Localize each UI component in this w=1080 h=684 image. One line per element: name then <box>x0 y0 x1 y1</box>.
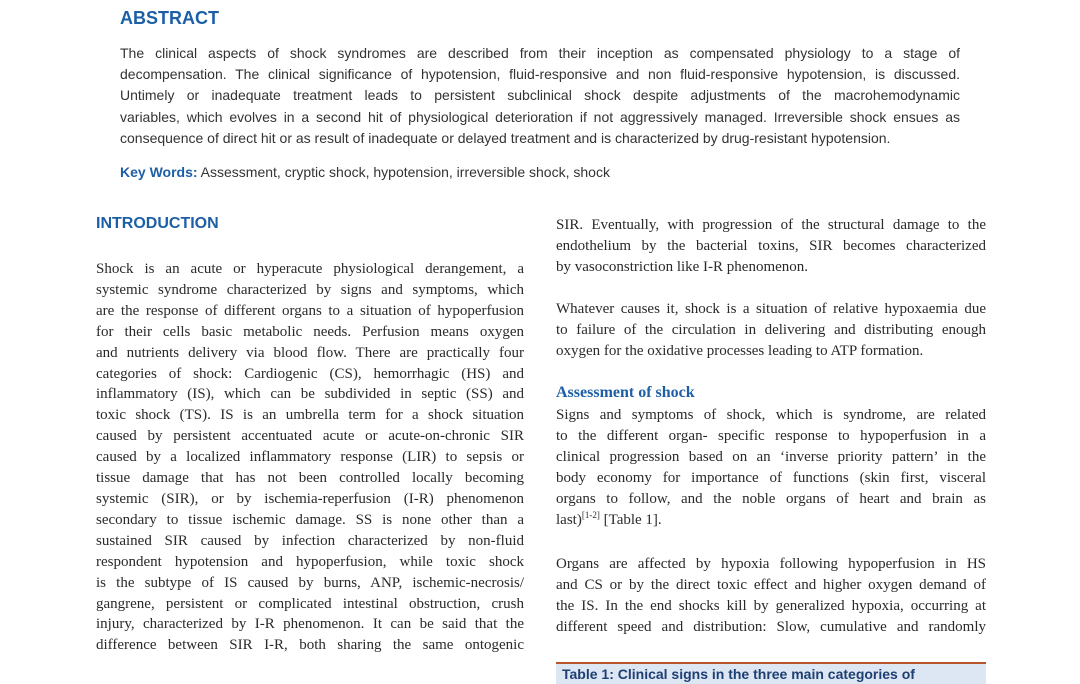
right-paragraph-1 <box>556 215 986 278</box>
text-line: different speed and distribution: Slow, cumulative and randomly <box>556 618 986 635</box>
text-line: Signs and symptoms of shock, which is syndrome, are related <box>556 407 986 423</box>
citation: [1-2] <box>581 509 600 520</box>
right-paragraph-3 <box>556 405 986 530</box>
right-paragraph-4 <box>556 554 986 638</box>
text-line: to failure of the circulation in delivering and distributing enough <box>556 321 986 338</box>
keywords <box>120 164 610 180</box>
text-line: Organs are affected by hypoxia following hypoperfusion in HS <box>556 556 986 572</box>
text-line: tissue damage that has not been controlled locally becoming <box>96 470 524 487</box>
text-line: caused by a localized inflammatory response (LIR) to sepsis or <box>96 449 524 466</box>
text-line: is the subtype of IS caused by burns, ANP, ischemic-necrosis/ <box>96 574 524 591</box>
text-line: Shock is an acute or hyperacute physiological derangement, a <box>96 261 524 277</box>
text-line <box>556 510 986 531</box>
abstract-line: Untimely or inadequate treatment leads to persistent subclinical shock despite adjustments of the macrohemodynamic <box>120 87 960 104</box>
text-line: the IS. In the end shocks kill by generalized hypoxia, occurring at <box>556 597 986 614</box>
text-line: secondary to tissue ischemic damage. SS is none other than a <box>96 511 524 528</box>
text-line: injury, characterized by I-R phenomenon. It can be said that the <box>96 616 524 633</box>
abstract-line: consequence of direct hit or as result of inadequate or delayed treatment and is characterized by drug-resistant hypotension. <box>120 129 891 146</box>
assessment-heading: Assessment of shock <box>556 384 695 401</box>
text-line: SIR. Eventually, with progression of the structural damage to the <box>556 217 986 233</box>
keywords-text: Assessment, cryptic shock, hypotension, irreversible shock, shock <box>200 164 610 180</box>
text-line: are the response of different organs to a situation of hypoperfusion <box>96 302 524 319</box>
table-reference: [Table 1]. <box>599 511 662 528</box>
text-line: body economy for importance of functions (skin first, visceral <box>556 469 986 486</box>
text-line: Whatever causes it, shock is a situation of relative hypoxaemia due <box>556 301 986 317</box>
abstract-line: The clinical aspects of shock syndromes are described from their inception as compensated physiology to a stage of <box>120 45 960 61</box>
abstract-line: variables, which evolves in a second hit of physiological deterioration if not aggressively managed. Irreversible shock ensues as <box>120 108 960 125</box>
abstract-line: decompensation. The clinical significance of hypotension, fluid-responsive and non fluid-responsive hypotension, is discussed. <box>120 66 960 83</box>
text-line: and CS or by the direct toxic effect and higher oxygen demand of <box>556 576 986 593</box>
abstract-body <box>120 43 960 149</box>
text-line: and nutrients delivery via blood flow. There are practically four <box>96 344 524 361</box>
text-line: clinical progression based on an ‘inverse priority pattern’ in the <box>556 448 986 465</box>
text-line: organs to follow, and the noble organs of heart and brain as <box>556 490 986 507</box>
text-line: endothelium by the bacterial toxins, SIR becomes characterized <box>556 237 986 254</box>
introduction-heading: INTRODUCTION <box>96 215 219 232</box>
text-line: by vasoconstriction like I-R phenomenon. <box>556 258 809 275</box>
table-1-caption: Table 1: Clinical signs in the three main categories of <box>556 662 986 684</box>
right-paragraph-2 <box>556 299 986 362</box>
text-line: systemic syndrome characterized by signs and symptoms, which <box>96 281 524 298</box>
introduction-paragraph <box>96 259 524 656</box>
text-line: for their cells basic metabolic needs. Perfusion means oxygen <box>96 323 524 340</box>
text-line: caused by persistent accentuated acute or acute-on-chronic SIR <box>96 428 524 445</box>
text-line: difference between SIR I-R, both sharing the same ontogenic <box>96 637 524 654</box>
text-line: sustained SIR caused by infection characterized by non-fluid <box>96 532 524 549</box>
text-line: categories of shock: Cardiogenic (CS), hemorrhagic (HS) and <box>96 365 524 382</box>
text-line: toxic shock (TS). IS is an umbrella term for a shock situation <box>96 407 524 424</box>
text-fragment: last) <box>556 511 582 528</box>
keywords-label: Key Words: <box>120 164 198 180</box>
text-line: respondent hypotension and hypoperfusion, while toxic shock <box>96 553 524 570</box>
text-line: inflammatory (IS), which can be subdivided in septic (SS) and <box>96 386 524 403</box>
text-line: gangrene, persistent or complicated intestinal obstruction, crush <box>96 595 524 612</box>
text-line: to the different organ- specific response to hypoperfusion in a <box>556 427 986 444</box>
text-line: systemic (SIR), or by ischemia-reperfusion (I-R) phenomenon <box>96 490 524 507</box>
abstract-heading: ABSTRACT <box>120 8 219 28</box>
text-line: oxygen for the oxidative processes leading to ATP formation. <box>556 342 924 359</box>
